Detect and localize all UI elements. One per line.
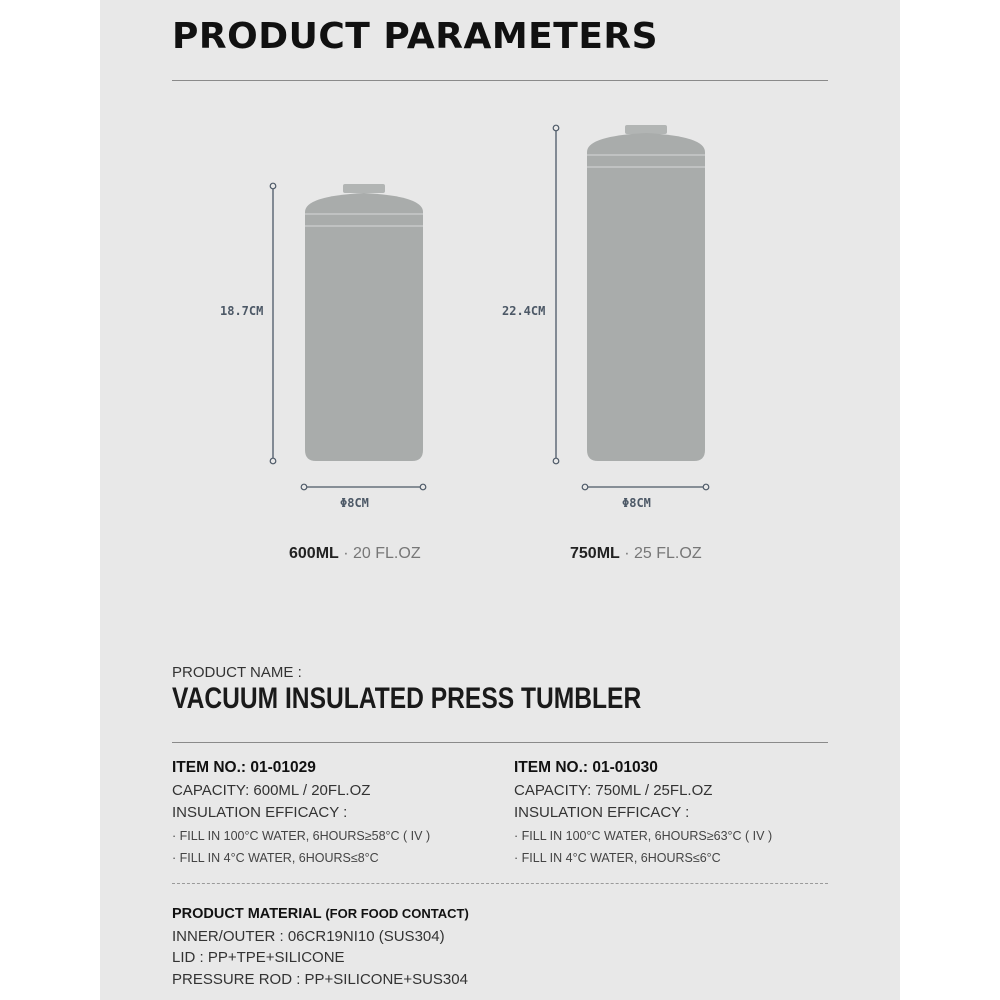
tumbler-body — [587, 133, 705, 461]
insulation-label: INSULATION EFFICACY : — [172, 804, 348, 821]
capacity-label-750ml: 750ML · 25 FL.OZ — [570, 545, 702, 562]
height-label-600ml: 18.7CM — [220, 304, 264, 318]
height-label-750ml: 22.4CM — [502, 304, 546, 318]
product-material — [172, 903, 469, 990]
page-title: PRODUCT PARAMETERS — [172, 16, 659, 57]
material-heading: PRODUCT MATERIAL (FOR FOOD CONTACT) — [172, 906, 469, 922]
insulation-hot: · FILL IN 100°C WATER, 6HOURS≥58°C ( IV ) — [172, 828, 431, 843]
spec-divider — [172, 883, 828, 884]
diameter-dimension-750ml — [582, 484, 709, 490]
insulation-hot: · FILL IN 100°C WATER, 6HOURS≥63°C ( IV ) — [514, 828, 773, 843]
insulation-cold: · FILL IN 4°C WATER, 6HOURS≤8°C — [172, 851, 379, 865]
item-number: ITEM NO.: 01-01030 — [514, 759, 658, 776]
material-lid: LID : PP+TPE+SILICONE — [172, 949, 345, 966]
height-dimension-750ml — [553, 125, 559, 464]
diameter-label-600ml: Φ8CM — [340, 496, 369, 510]
tumbler-750ml — [587, 125, 705, 461]
material-inner-outer: INNER/OUTER : 06CR19NI10 (SUS304) — [172, 927, 445, 945]
tumbler-body — [305, 193, 423, 461]
item-spec-01-01029 — [172, 757, 430, 870]
insulation-label: INSULATION EFFICACY : — [514, 804, 690, 821]
product-parameters-panel — [100, 0, 900, 1000]
height-dimension-600ml — [270, 183, 276, 464]
material-pressure-rod: PRESSURE ROD : PP+SILICONE+SUS304 — [172, 970, 468, 988]
diameter-dimension-600ml — [301, 484, 426, 490]
lid-knob — [343, 184, 385, 193]
insulation-cold: · FILL IN 4°C WATER, 6HOURS≤6°C — [514, 851, 721, 865]
product-name-value: VACUUM INSULATED PRESS TUMBLER — [172, 682, 642, 715]
capacity-label-600ml: 600ML · 20 FL.OZ — [289, 545, 421, 562]
item-number: ITEM NO.: 01-01029 — [172, 759, 316, 776]
product-name-label: PRODUCT NAME : — [172, 664, 302, 681]
name-divider — [172, 742, 828, 743]
tumbler-600ml — [305, 184, 423, 461]
tumbler-illustration — [100, 0, 900, 600]
item-capacity: CAPACITY: 600ML / 20FL.OZ — [172, 781, 371, 799]
item-capacity: CAPACITY: 750ML / 25FL.OZ — [514, 781, 713, 799]
item-spec-01-01030 — [514, 757, 772, 870]
diameter-label-750ml: Φ8CM — [622, 496, 651, 510]
lid-knob — [625, 125, 667, 134]
